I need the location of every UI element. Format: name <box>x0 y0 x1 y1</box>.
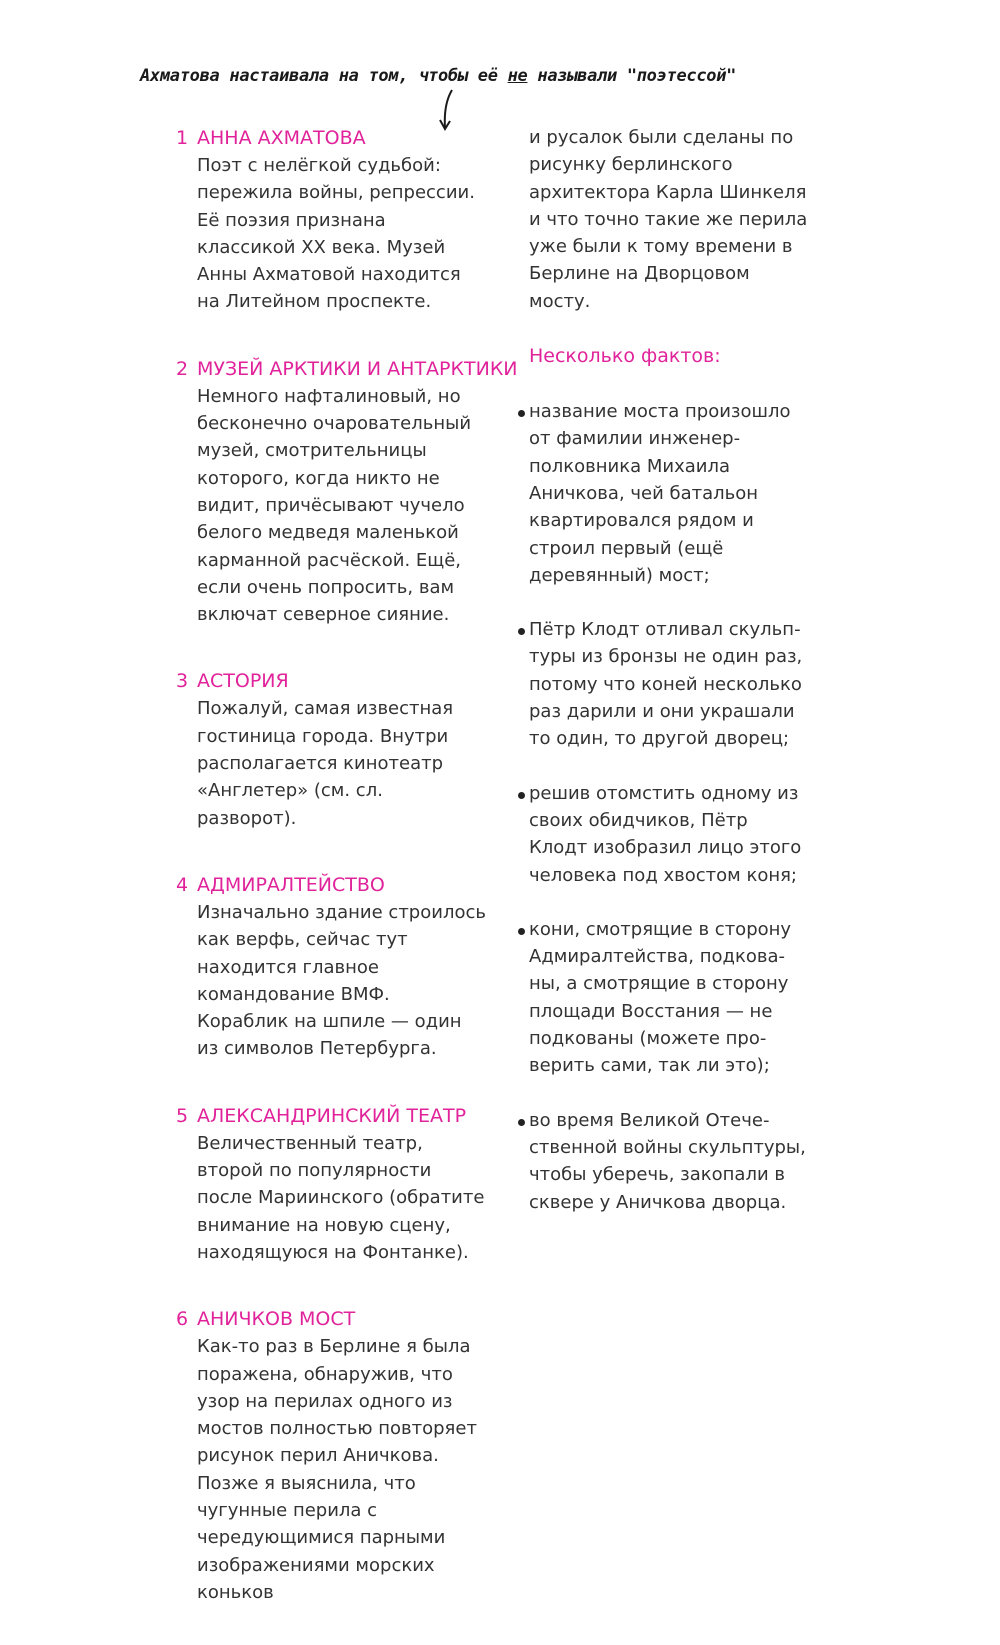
bullet-icon <box>518 628 525 635</box>
section-heading <box>176 355 518 383</box>
section-continuation-text: и русалок были сделаны по рисунку берлинского архитектора Карла Шинкеля и что точно такие же перила уже были к тому времени в Берлине на Дворцовом мосту. <box>529 127 808 312</box>
section-number: 3 <box>176 670 189 693</box>
fact-item <box>515 916 810 1080</box>
right-column <box>515 124 810 1243</box>
section-title: АДМИРАЛТЕЙСТВО <box>197 873 385 896</box>
section-admiralty <box>176 871 486 1063</box>
section-arctic-museum <box>176 355 518 629</box>
facts-heading: Несколько фактов: <box>529 345 721 368</box>
bullet-icon <box>518 792 525 799</box>
section-alexandrinsky-theatre <box>176 1102 486 1266</box>
fact-text: название моста произошло от фамилии инженер-полковника Михаила Аничкова, чей батальон квартировался рядом и строил первый (ещё деревянный) мост; <box>529 401 791 586</box>
section-text: Пожалуй, самая известная гостиница города. Внутри располагается кинотеатр «Англетер» (см. сл. разворот). <box>197 698 454 829</box>
fact-item <box>515 398 810 589</box>
section-astoria <box>176 667 486 831</box>
bullet-icon <box>518 1119 525 1126</box>
section-title: МУЗЕЙ АРКТИКИ И АНТАРКТИКИ <box>197 357 518 380</box>
section-anichkov-bridge <box>176 1305 486 1606</box>
section-text: Немного нафталиновый, но бесконечно очаровательный музей, смотрительницы которого, когда никто не видит, причёсывают чучело белого медведя маленькой карманной расчёской. Ещё, если очень попросить, вам включат северное сияние. <box>197 385 472 626</box>
fact-item <box>515 616 810 752</box>
fact-text: Пётр Клодт отливал скульптуры из бронзы не один раз, потому что коней несколько раз дарили и они украшали то один, то другой дворец; <box>529 619 803 750</box>
section-title: АННА АХМАТОВА <box>197 127 366 149</box>
left-column <box>176 124 518 1645</box>
section-anna-akhmatova <box>176 124 486 316</box>
section-heading <box>176 667 486 695</box>
fact-item <box>515 780 810 889</box>
handwritten-note <box>140 66 860 86</box>
note-text-after: называли "поэтессой" <box>527 66 737 86</box>
section-heading <box>176 1305 486 1333</box>
bullet-icon <box>518 410 525 417</box>
section-title: АСТОРИЯ <box>197 670 289 693</box>
fact-item <box>515 1107 810 1216</box>
fact-text: решив отомстить одному из своих обидчиков, Пётр Клодт изобразил лицо этого человека под хвостом коня; <box>529 782 802 886</box>
section-number: 5 <box>176 1104 189 1127</box>
section-title: АЛЕКСАНДРИНСКИЙ ТЕАТР <box>197 1104 467 1127</box>
section-heading <box>176 1102 486 1130</box>
section-heading <box>176 124 486 152</box>
section-number: 1 <box>176 127 189 149</box>
section-number: 4 <box>176 873 189 896</box>
bullet-icon <box>518 928 525 935</box>
section-text: Величественный театр, второй по популярности после Мариинского (обратите внимание на новую сцену, находящуюся на Фонтанке). <box>197 1132 485 1263</box>
section-number: 2 <box>176 357 189 380</box>
fact-text: во время Великой Отечественной войны скульптуры, чтобы уберечь, закопали в сквере у Аничкова дворца. <box>529 1109 806 1213</box>
section-number: 6 <box>176 1308 189 1331</box>
note-text-before: Ахматова настаивала на том, чтобы её <box>140 66 508 86</box>
section-text: Поэт с нелёгкой судьбой: пережила войны, репрессии. Её поэзия признана классикой XX века. Музей Анны Ахматовой находится на Литейном проспекте. <box>197 155 475 313</box>
section-heading <box>176 871 486 899</box>
section-title: АНИЧКОВ МОСТ <box>197 1308 356 1331</box>
note-underlined-word: не <box>507 66 528 86</box>
section-text: Как-то раз в Берлине я была поражена, обнаружив, что узор на перилах одного из мостов полностью повторяет рисунок перил Аничкова. Позже я выяснила, что чугунные перила с чередующимися парными изображениями морских коньков <box>197 1336 477 1603</box>
section-text: Изначально здание строилось как верфь, сейчас тут находится главное командование ВМФ. Кораблик на шпиле — один из символов Петербурга. <box>197 901 486 1060</box>
fact-text: кони, смотрящие в сторону Адмиралтейства, подкованы, а смотрящие в сторону площади Восстания — не подкованы (можете проверить сами, так ли это); <box>529 918 792 1077</box>
